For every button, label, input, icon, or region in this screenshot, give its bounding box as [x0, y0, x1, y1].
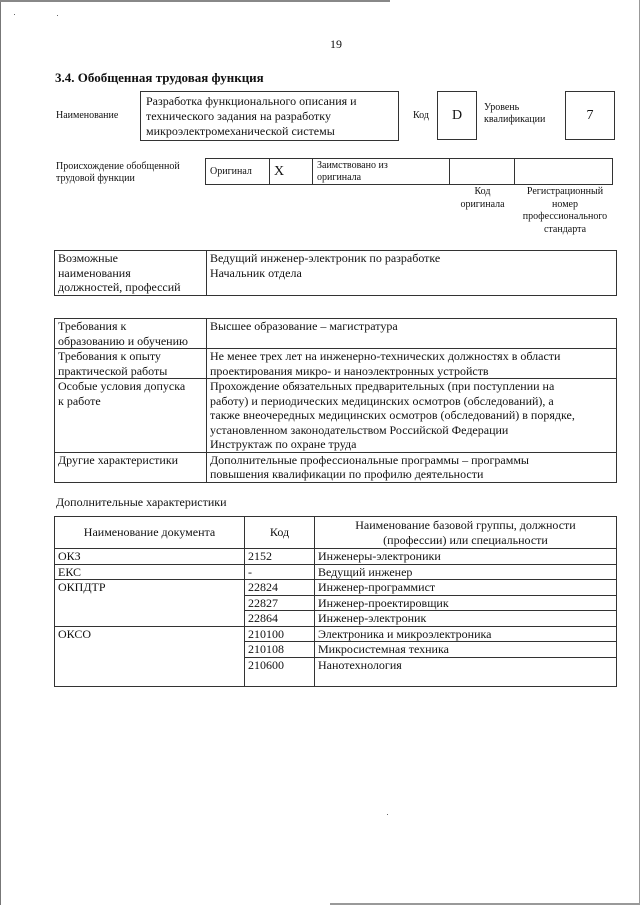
table-row: [55, 379, 617, 453]
table-row: [55, 251, 617, 296]
scan-speck: [387, 814, 388, 815]
table-row: [55, 580, 617, 596]
requirement-label-cell: [55, 319, 207, 349]
cell-line: к работе: [58, 393, 101, 408]
caption-line: оригинала: [460, 198, 505, 210]
original-code-cell: [450, 159, 515, 185]
header-document: Наименование документа: [55, 517, 245, 549]
requirement-label-cell: [55, 379, 207, 453]
additional-title: Дополнительные характеристики: [56, 495, 227, 509]
cell-code: 2152: [245, 549, 315, 565]
origin-label: [56, 161, 180, 185]
positions-table: [54, 250, 617, 296]
scan-speck: [14, 14, 15, 15]
level-label-line: Уровень: [484, 102, 520, 113]
requirement-value-cell: [207, 319, 617, 349]
caption-line: Код: [474, 186, 491, 197]
cell-line: повышения квалификации по профилю деятельности: [210, 467, 484, 481]
cell-line: наименования: [58, 265, 131, 280]
requirement-value-cell: [207, 452, 617, 482]
reg-number-caption: [516, 186, 614, 236]
cell-name: Электроника и микроэлектроника: [315, 626, 617, 642]
cell-name: Инженер-электроник: [315, 611, 617, 627]
cell-line: должностей, профессий: [58, 280, 181, 294]
table-row: [55, 349, 617, 379]
qualification-level-label: [484, 102, 545, 126]
borrowed-label-line: оригинала: [317, 171, 362, 183]
cell-name: Инженер-проектировщик: [315, 595, 617, 611]
origin-label-line: Происхождение обобщенной: [56, 161, 180, 172]
reg-number-cell: [515, 159, 613, 185]
requirement-label-cell: [55, 452, 207, 482]
origin-label-line: трудовой функции: [56, 173, 135, 184]
cell-line: Возможные: [58, 251, 118, 265]
cell-code: 22827: [245, 595, 315, 611]
caption-line: номер: [552, 198, 578, 210]
caption-line: профессионального: [522, 211, 608, 222]
cell-line: работу) и периодических медицинских осмотров (обследований), а: [210, 393, 554, 408]
level-label-line: квалификации: [484, 114, 546, 125]
header-line: Наименование базовой группы, должности: [355, 518, 576, 532]
requirement-label-cell: [55, 349, 207, 379]
cell-line: Другие характеристики: [58, 452, 179, 467]
cell-code: -: [245, 564, 315, 580]
requirement-value-cell: [207, 379, 617, 453]
caption-line: стандарта: [543, 223, 587, 235]
cell-code: 210100: [245, 626, 315, 642]
cell-line: проектирования микро- и наноэлектронных устройств: [210, 363, 489, 378]
code-value-box: D: [437, 91, 477, 140]
function-name-line: микроэлектромеханической системы: [146, 124, 335, 138]
cell-document: ОКСО: [55, 626, 245, 686]
cell-document: ОКПДТР: [55, 580, 245, 627]
header-line: (профессии) или специальности: [383, 532, 548, 547]
origin-table: [205, 158, 613, 185]
cell-name: Ведущий инженер: [315, 564, 617, 580]
table-header-row: [55, 517, 617, 549]
cell-name: Инженеры-электроники: [315, 549, 617, 565]
cell-line: Не менее трех лет на инженерно-технических должностях в области: [210, 349, 561, 363]
cell-code: 210600: [245, 657, 315, 686]
cell-line: Ведущий инженер-электроник по разработке: [210, 251, 441, 265]
header-code: Код: [245, 517, 315, 549]
cell-line: Дополнительные профессиональные программы – программы: [210, 452, 529, 467]
positions-label-cell: [55, 251, 207, 296]
name-label: Наименование: [56, 110, 119, 121]
cell-line: Высшее образование – магистратура: [210, 319, 398, 333]
cell-line: Прохождение обязательных предварительных (при поступлении на: [210, 379, 555, 393]
code-label: Код: [413, 110, 429, 121]
caption-line: Регистрационный: [526, 186, 604, 197]
original-label-cell: Оригинал: [206, 159, 270, 185]
table-row: [55, 564, 617, 580]
cell-line: практической работы: [58, 363, 168, 378]
positions-value-cell: [207, 251, 617, 296]
scan-edge-top: [0, 0, 390, 2]
cell-code: 22824: [245, 580, 315, 596]
cell-name: Микросистемная техника: [315, 642, 617, 658]
cell-line: Требования к: [58, 319, 127, 333]
qualification-level-box: 7: [565, 91, 615, 140]
function-name-line: технического задания на разработку: [146, 109, 331, 123]
cell-document: ОКЗ: [55, 549, 245, 565]
borrowed-label-line: Заимствовано из: [317, 159, 388, 171]
cell-document: ЕКС: [55, 564, 245, 580]
cell-line: Начальник отдела: [210, 265, 302, 280]
cell-line: Требования к опыту: [58, 349, 161, 363]
table-row: [55, 452, 617, 482]
page-number: 19: [330, 37, 342, 51]
cell-line: установленном законодательством Российской Федерации: [210, 422, 509, 437]
function-name-line: Разработка функционального описания и: [146, 94, 357, 108]
table-row: [55, 549, 617, 565]
original-mark-cell: X: [270, 159, 313, 185]
function-name-box: [140, 91, 399, 141]
cell-line: также внеочередных медицинских осмотров (обследований) в порядке,: [210, 408, 575, 422]
cell-line: образованию и обучению: [58, 333, 188, 348]
scan-speck: [57, 15, 58, 16]
cell-line: Инструктаж по охране труда: [210, 437, 357, 451]
header-name: [315, 517, 617, 549]
cell-name: Инженер-программист: [315, 580, 617, 596]
requirements-table: [54, 318, 617, 483]
additional-table: [54, 516, 617, 687]
original-code-caption: [449, 186, 516, 211]
scan-edge-left: [0, 0, 1, 905]
table-row: [55, 319, 617, 349]
requirement-value-cell: [207, 349, 617, 379]
section-title: 3.4. Обобщенная трудовая функция: [55, 70, 264, 85]
cell-code: 210108: [245, 642, 315, 658]
cell-name: Нанотехнология: [315, 657, 617, 686]
cell-line: Особые условия допуска: [58, 379, 186, 393]
table-row: [55, 626, 617, 642]
borrowed-label-cell: [313, 159, 450, 185]
cell-code: 22864: [245, 611, 315, 627]
